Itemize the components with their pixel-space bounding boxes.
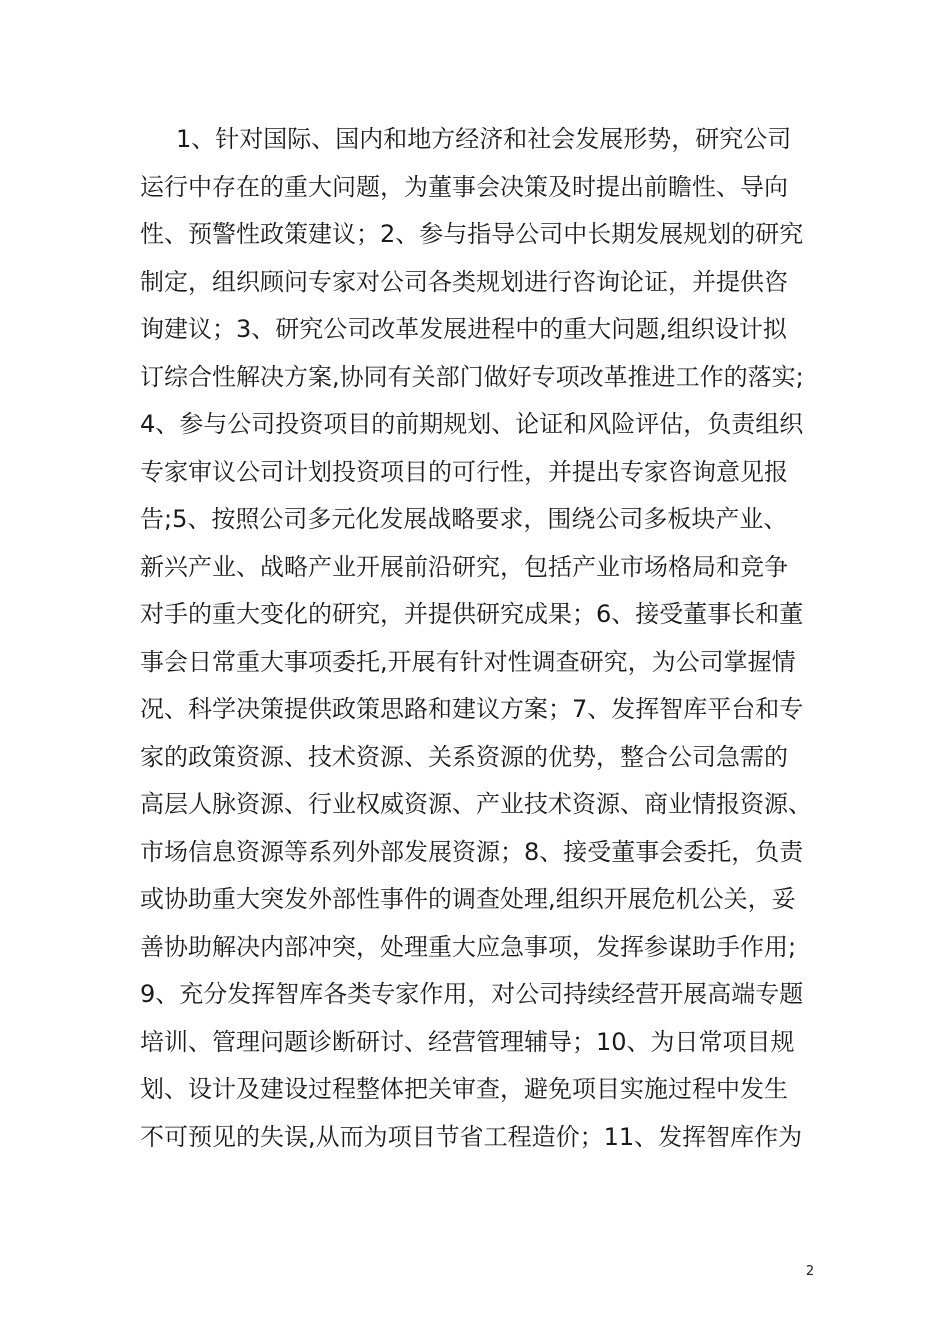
text-line: 划、设计及建设过程整体把关审查，避免项目实施过程中发生 bbox=[140, 1075, 788, 1103]
text-line: 性、预警性政策建议；2、参与指导公司中长期发展规划的研究 bbox=[140, 220, 804, 248]
text-line: 新兴产业、战略产业开展前沿研究，包括产业市场格局和竞争 bbox=[140, 552, 788, 581]
text-line: 告;5、按照公司多元化发展战略要求，围绕公司多板块产业、 bbox=[140, 505, 788, 533]
text-line: 9、充分发挥智库各类专家作用，对公司持续经营开展高端专题 bbox=[140, 980, 804, 1008]
text-line: 况、科学决策提供政策思路和建议方案；7、发挥智库平台和专 bbox=[140, 695, 804, 723]
text-line: 不可预见的失误,从而为项目节省工程造价；11、发挥智库作为 bbox=[140, 1122, 803, 1151]
text-line: 高层人脉资源、行业权威资源、产业技术资源、商业情报资源、 bbox=[140, 790, 812, 818]
text-line: 善协助解决内部冲突，处理重大应急事项，发挥参谋助手作用; bbox=[140, 932, 797, 961]
text-line: 专家审议公司计划投资项目的可行性，并提出专家咨询意见报 bbox=[140, 457, 788, 486]
text-line: 培训、管理问题诊断研讨、经营管理辅导；10、为日常项目规 bbox=[140, 1027, 795, 1056]
text-line: 询建议；3、研究公司改革发展进程中的重大问题,组织设计拟 bbox=[140, 315, 787, 343]
text-line: 运行中存在的重大问题，为董事会决策及时提出前瞻性、导向 bbox=[140, 172, 788, 201]
text-line: 市场信息资源等系列外部发展资源；8、接受董事会委托，负责 bbox=[140, 837, 804, 866]
body-paragraph bbox=[140, 116, 830, 1161]
text-line: 4、参与公司投资项目的前期规划、论证和风险评估，负责组织 bbox=[140, 410, 804, 438]
text-line: 家的政策资源、技术资源、关系资源的优势，整合公司急需的 bbox=[140, 742, 788, 771]
text-line: 1、针对国际、国内和地方经济和社会发展形势，研究公司 bbox=[176, 125, 792, 153]
page-number: 2 bbox=[805, 1264, 815, 1279]
text-line: 订综合性解决方案,协同有关部门做好专项改革推进工作的落实; bbox=[140, 362, 804, 391]
text-line: 制定，组织顾问专家对公司各类规划进行咨询论证，并提供咨 bbox=[140, 267, 788, 296]
text-line: 对手的重大变化的研究，并提供研究成果；6、接受董事长和董 bbox=[140, 600, 804, 628]
text-line: 事会日常重大事项委托,开展有针对性调查研究，为公司掌握情 bbox=[140, 647, 796, 676]
text-line: 或协助重大突发外部性事件的调查处理,组织开展危机公关，妥 bbox=[140, 885, 796, 913]
